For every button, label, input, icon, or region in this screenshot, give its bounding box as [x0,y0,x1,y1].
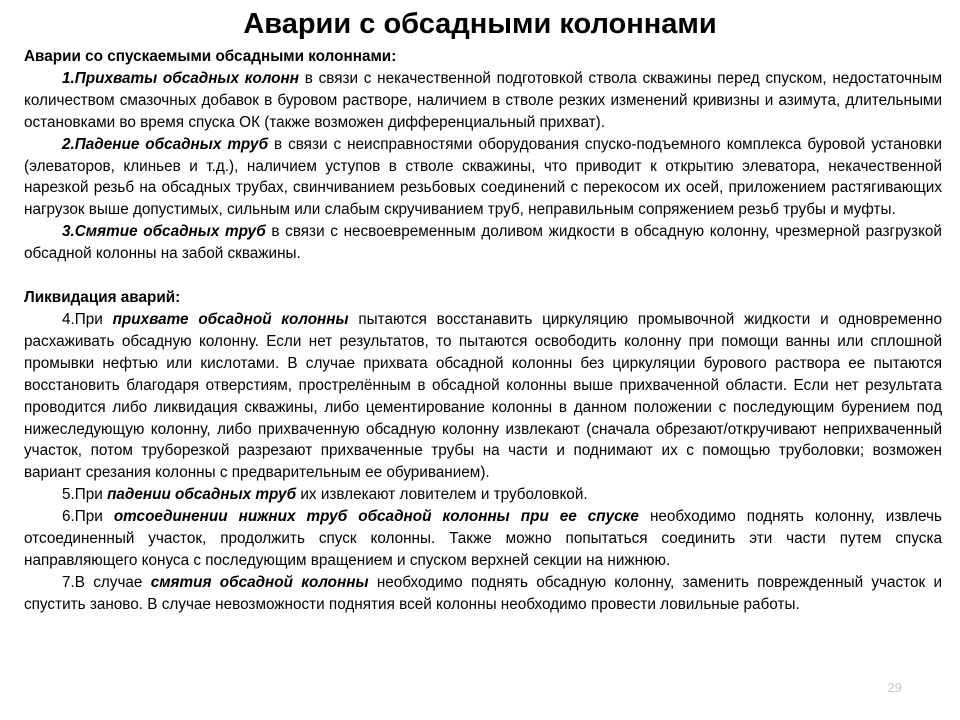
paragraph-text: 7.В случае [62,573,151,591]
paragraph-collapse-remedy [24,572,942,616]
section-spacer [24,265,942,287]
paragraph-casing-drop [24,134,942,222]
paragraph-disconnect-remedy [24,506,942,572]
paragraph-text: в связи с неисправностями оборудования спуско-подъемного комплекса буровой установки (элеваторов, клиньев и т.д.), наличием уступов в стволе скважины, что приводит к открытию элеватора, некачественной нарезкой резьб на обсадных трубах, свинчиванием резьбовых соединений с перекосом их осей, приложением растягивающих нагрузок выше допустимых, сильным или слабым скручиванием труб, неправильным сопряжением резьб трубы и муфты. [24,135,942,219]
term-casing-collapse: 3.Смятие обсадных труб [62,223,266,241]
paragraph-text: в связи с несвоевременным доливом жидкости в обсадную колонну, чрезмерной разгрузкой обсадной колонны на забой скважины. [24,223,942,263]
slide-title: Аварии с обсадными колоннами [243,8,717,40]
paragraph-text: необходимо поднять обсадную колонну, заменить поврежденный участок и спустить заново. В случае невозможности поднятия всей колонны необходимо провести ловильные работы. [24,573,943,613]
term-collapse: смятия обсадной колонны [150,573,369,591]
paragraph-text: 4.При [62,310,113,328]
page-number: 29 [887,680,902,695]
paragraph-text: необходимо поднять колонну, извлечь отсоединенный участок, продолжить спуск колонны. Также можно попытаться соединить эти части путем спуска направляющего конуса с последующим вращением и спуском верхней секции на нижнюю. [24,508,942,569]
paragraph-text: пытаются восстанавить циркуляцию промывочной жидкости и одновременно расхаживать обсадную колонну. Если нет результатов, то пытаются освободить колонну при помощи ванны или сплошной промывки нефтью или кислотами. В случае прихвата обсадной колонны без циркуляции бурового раствора ее пытаются восстановить благодаря отверстиям, прострелённым в обсадной колонны выше прихваченной области. Если нет результата проводится либо ликвидация скважины, либо цементирование колонны в данном положении с последующим бурением под нижеследующую колонну, либо прихваченную обсадную колонну извлекают (сначала обрезают/откручивают неприхваченный участок, потом труборезкой разрезают прихваченные трубы на части и поднимают их с помощью труболовки; возможен вариант срезания колонны с предварительным ее обуриванием). [24,310,942,482]
term-disconnect: отсоединении нижних труб обсадной колонны при ее спуске [113,508,639,526]
term-sticking: прихвате обсадной колонны [112,310,349,328]
term-casing-sticking: 1.Прихваты обсадных колонн [62,69,299,87]
paragraph-text: в связи с некачественной подготовкой ствола скважины перед спуском, недостаточным количеством смазочных добавок в буровом растворе, наличием в стволе резких изменений кривизны и азимута, длительными остановками во время спуска ОК (также возможен дифференциальный прихват). [24,69,942,131]
slide-body [24,46,942,616]
paragraph-sticking-remedy [24,309,942,484]
paragraph-text: 5.При [62,486,108,504]
paragraph-drop-remedy [24,484,942,506]
paragraph-casing-collapse [24,221,942,265]
term-casing-drop: 2.Падение обсадных труб [62,135,269,153]
section-heading-liquidation: Ликвидация аварий: [24,289,181,307]
term-drop: падении обсадных труб [107,486,297,504]
paragraph-casing-sticking [24,68,942,134]
paragraph-text: их извлекают ловителем и труболовкой. [296,486,588,504]
section-heading-accidents: Аварии со спускаемыми обсадными колоннами: [24,48,397,65]
paragraph-text: 6.При [62,508,114,526]
